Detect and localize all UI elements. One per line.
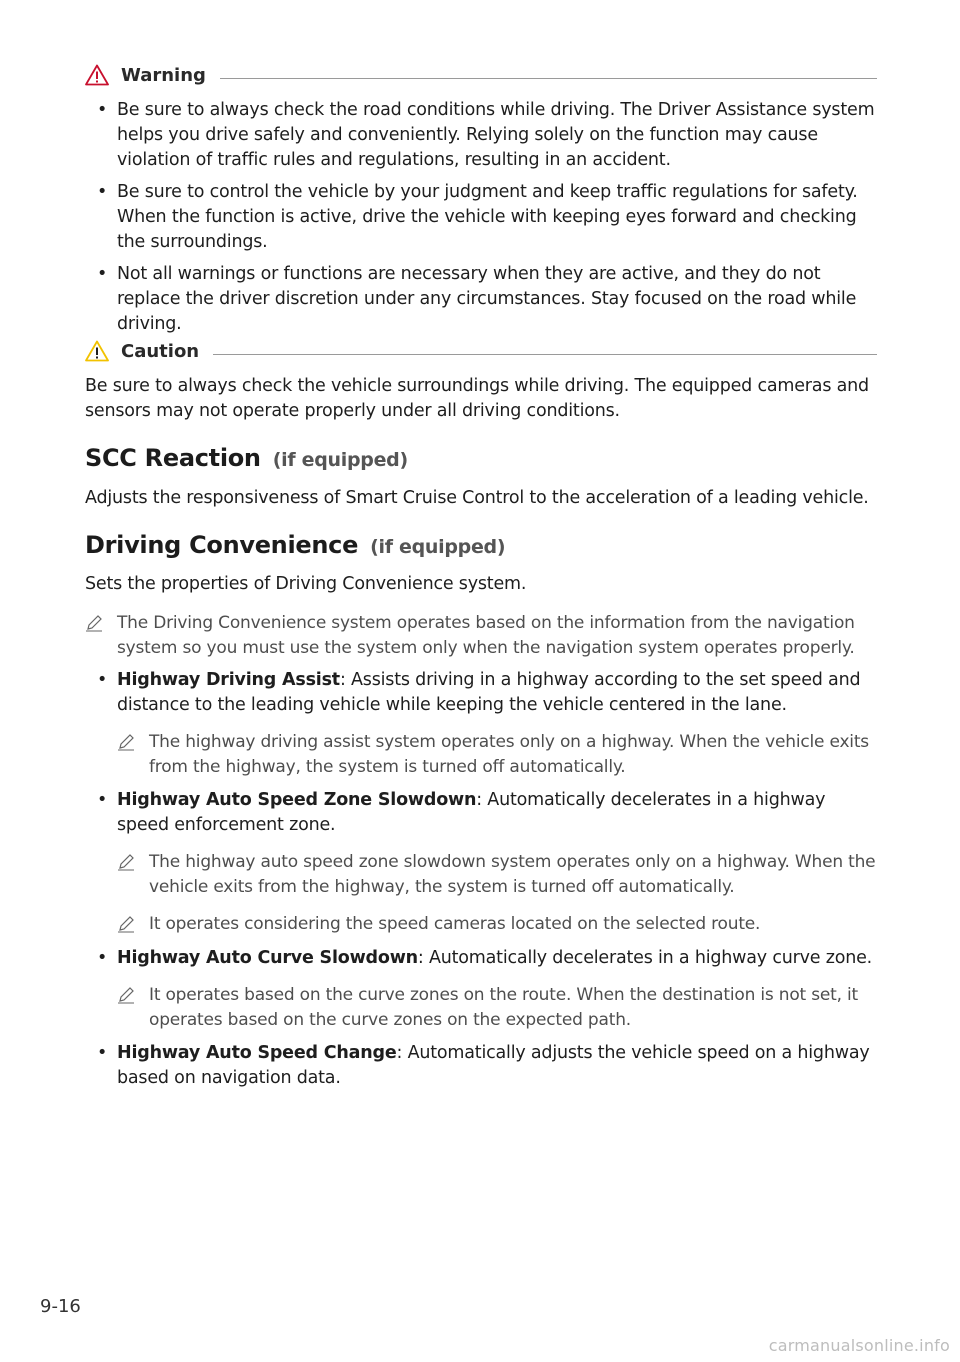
bullet-dot: •	[97, 1043, 108, 1063]
feature-name: Highway Auto Speed Change	[117, 1043, 397, 1063]
caution-header	[85, 336, 877, 366]
feature-tip: The highway auto speed zone slowdown system operates only on a highway. When the vehicle exits from the highway, the system is turned off automatically.	[117, 850, 877, 900]
bullet-dot: •	[97, 948, 108, 968]
page-number: 9-16	[40, 1296, 81, 1317]
warning-item: • Be sure to always check the road conditions while driving. The Driver Assistance system helps you drive safely and conveniently. Relying solely on the function may cause violation of traffic rules and regulations, resulting in an accident.	[97, 100, 875, 170]
caution-label: Caution	[121, 340, 200, 362]
feature-tip: It operates considering the speed cameras located on the selected route.	[117, 912, 877, 937]
driving-equipped-note: (if equipped)	[370, 536, 506, 558]
bullet-dot: •	[97, 670, 108, 690]
warning-item: • Not all warnings or functions are necessary when they are active, and they do not replace the driver discretion under any circumstances. Stay focused on the road while driving.	[97, 264, 857, 334]
pencil-note-icon	[117, 986, 135, 1004]
pencil-note-icon	[117, 915, 135, 933]
warning-divider	[220, 78, 877, 79]
feature-name: Highway Auto Speed Zone Slowdown	[117, 790, 477, 810]
feature-highway-auto-speed-change: • Highway Auto Speed Change: Automatically adjusts the vehicle speed on a highway based on navigation data.	[97, 1043, 870, 1088]
feature-tip: The highway driving assist system operates only on a highway. When the vehicle exits from the highway, the system is turned off automatically.	[117, 730, 877, 780]
caution-icon	[85, 340, 109, 362]
feature-highway-driving-assist: • Highway Driving Assist: Assists driving in a highway according to the set speed and distance to the leading vehicle while keeping the vehicle centered in the lane. The highway driving assist system operates only on a highway. When the vehicle exits from the highway, the system is turned off automatically.	[85, 668, 877, 780]
caution-divider	[213, 354, 877, 355]
bullet-dot: •	[97, 100, 108, 120]
warning-label: Warning	[121, 64, 206, 86]
driving-convenience-heading: Driving Convenience (if equipped)	[85, 531, 506, 559]
driving-convenience-text: Sets the properties of Driving Convenience system.	[85, 574, 527, 594]
bullet-dot: •	[97, 182, 108, 202]
driving-convenience-tip: The Driving Convenience system operates based on the information from the navigation system so you must use the system only when the navigation system operates properly.	[85, 611, 877, 661]
feature-highway-auto-curve-slowdown: • Highway Auto Curve Slowdown: Automatically decelerates in a highway curve zone. It operates based on the curve zones on the route. When the destination is not set, it operates based on the curve zones on the expected path.	[85, 946, 877, 1033]
warning-icon	[85, 64, 109, 86]
warning-list	[85, 98, 877, 344]
scc-equipped-note: (if equipped)	[272, 449, 408, 471]
feature-name: Highway Driving Assist	[117, 670, 340, 690]
caution-text: Be sure to always check the vehicle surroundings while driving. The equipped cameras and sensors may not operate properly under all driving conditions.	[85, 376, 869, 421]
pencil-note-icon	[85, 614, 103, 632]
pencil-note-icon	[117, 733, 135, 751]
pencil-note-icon	[117, 853, 135, 871]
scc-text: Adjusts the responsiveness of Smart Cruise Control to the acceleration of a leading vehicle.	[85, 488, 869, 508]
feature-highway-auto-speed-zone-slowdown: • Highway Auto Speed Zone Slowdown: Automatically decelerates in a highway speed enforcement zone. The highway auto speed zone slowdown system operates only on a highway. When the vehicle exits from the highway, the system is turned off automatically. It operates considering the speed cameras located on the selected route.	[85, 788, 877, 937]
scc-heading: SCC Reaction (if equipped)	[85, 444, 408, 472]
bullet-dot: •	[97, 264, 108, 284]
feature-tip: It operates based on the curve zones on the route. When the destination is not set, it operates based on the curve zones on the expected path.	[117, 983, 877, 1033]
warning-item: • Be sure to control the vehicle by your judgment and keep traffic regulations for safety. When the function is active, drive the vehicle with keeping eyes forward and checking the surroundings.	[97, 182, 858, 252]
bullet-dot: •	[97, 790, 108, 810]
feature-name: Highway Auto Curve Slowdown	[117, 948, 418, 968]
warning-header	[85, 60, 877, 90]
watermark: carmanualsonline.info	[768, 1336, 950, 1355]
